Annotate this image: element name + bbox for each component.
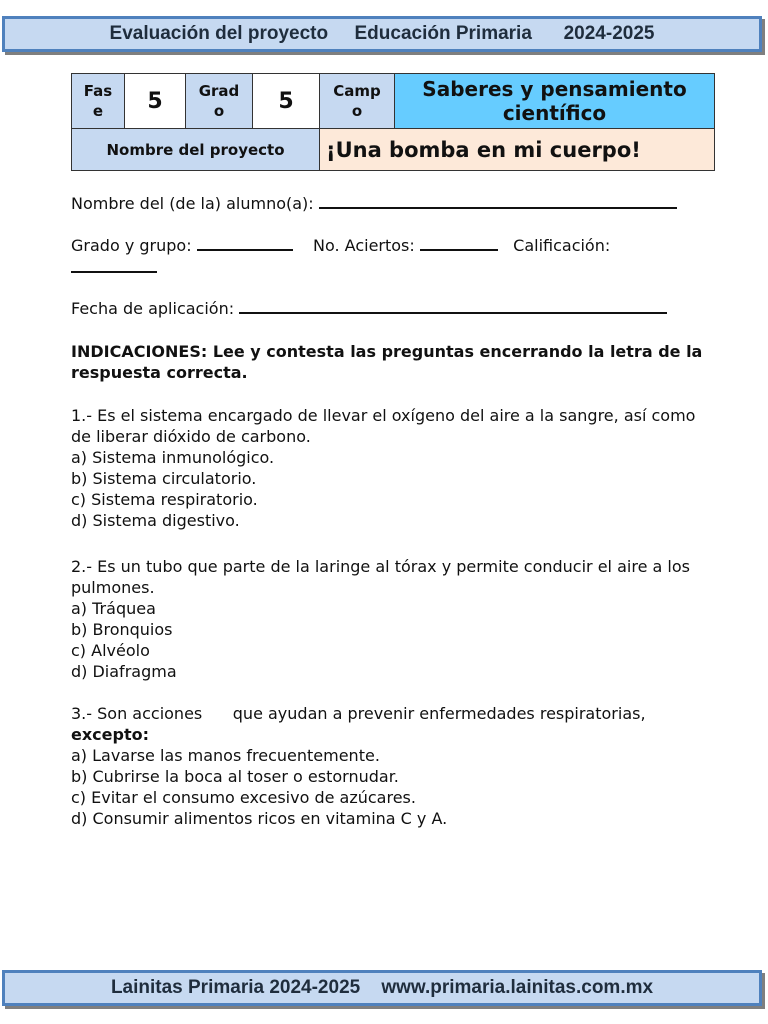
footer-url[interactable]: www.primaria.lainitas.com.mx <box>381 977 654 998</box>
question-text: 1.- Es el sistema encargado de llevar el oxígeno del aire a la sangre, así como de liberar dióxido de carbono. <box>71 406 696 446</box>
date-line[interactable] <box>239 298 667 314</box>
option[interactable]: c) Alvéolo <box>71 641 150 660</box>
student-name-row <box>71 193 719 214</box>
date-label: Fecha de aplicación: <box>71 299 235 318</box>
option[interactable]: b) Bronquios <box>71 620 173 639</box>
option[interactable]: d) Diafragma <box>71 662 177 681</box>
score-label: Calificación: <box>513 236 611 255</box>
option[interactable]: b) Cubrirse la boca al toser o estornudar. <box>71 767 399 786</box>
header-banner <box>2 16 762 52</box>
student-name-line[interactable] <box>319 193 677 209</box>
campo-label: Camp o <box>320 74 395 129</box>
option[interactable]: d) Sistema digestivo. <box>71 511 240 530</box>
question-emphasis: excepto: <box>71 725 149 744</box>
question-3 <box>71 703 719 829</box>
question-1 <box>71 405 719 531</box>
grado-label: Grad o <box>186 74 253 129</box>
fase-label: Fas e <box>72 74 125 129</box>
question-text: 2.- Es un tubo que parte de la laringe al tórax y permite conducir el aire a los pulmones. <box>71 557 690 597</box>
grado-value: 5 <box>253 74 320 129</box>
option[interactable]: a) Sistema inmunológico. <box>71 448 275 467</box>
footer-banner <box>2 970 762 1006</box>
option[interactable]: c) Evitar el consumo excesivo de azúcares. <box>71 788 416 807</box>
option[interactable]: d) Consumir alimentos ricos en vitamina C y A. <box>71 809 448 828</box>
campo-value: Saberes y pensamiento científico <box>395 74 715 129</box>
date-row <box>71 298 719 319</box>
header-title: Evaluación del proyecto <box>109 23 329 44</box>
question-2 <box>71 556 719 682</box>
fase-value: 5 <box>125 74 186 129</box>
score-line[interactable] <box>71 257 157 273</box>
option[interactable]: c) Sistema respiratorio. <box>71 490 258 509</box>
info-table <box>71 73 715 171</box>
option[interactable]: a) Tráquea <box>71 599 156 618</box>
grade-group-label: Grado y grupo: <box>71 236 192 255</box>
project-label: Nombre del proyecto <box>72 129 320 171</box>
project-name: ¡Una bomba en mi cuerpo! <box>320 129 715 171</box>
option[interactable]: b) Sistema circulatorio. <box>71 469 257 488</box>
instructions: INDICACIONES: Lee y contesta las preguntas encerrando la letra de la respuesta correcta. <box>71 342 703 382</box>
student-name-label: Nombre del (de la) alumno(a): <box>71 194 314 213</box>
footer-site-name: Lainitas Primaria 2024-2025 <box>110 977 361 998</box>
header-level: Educación Primaria <box>354 23 532 44</box>
grade-row <box>71 235 719 256</box>
grade-group-line[interactable] <box>197 235 293 251</box>
option[interactable]: a) Lavarse las manos frecuentemente. <box>71 746 380 765</box>
question-text: 3.- Son acciones que ayudan a prevenir enfermedades respiratorias, <box>71 704 646 723</box>
header-year: 2024-2025 <box>563 23 655 44</box>
hits-label: No. Aciertos: <box>313 236 415 255</box>
hits-line[interactable] <box>420 235 498 251</box>
